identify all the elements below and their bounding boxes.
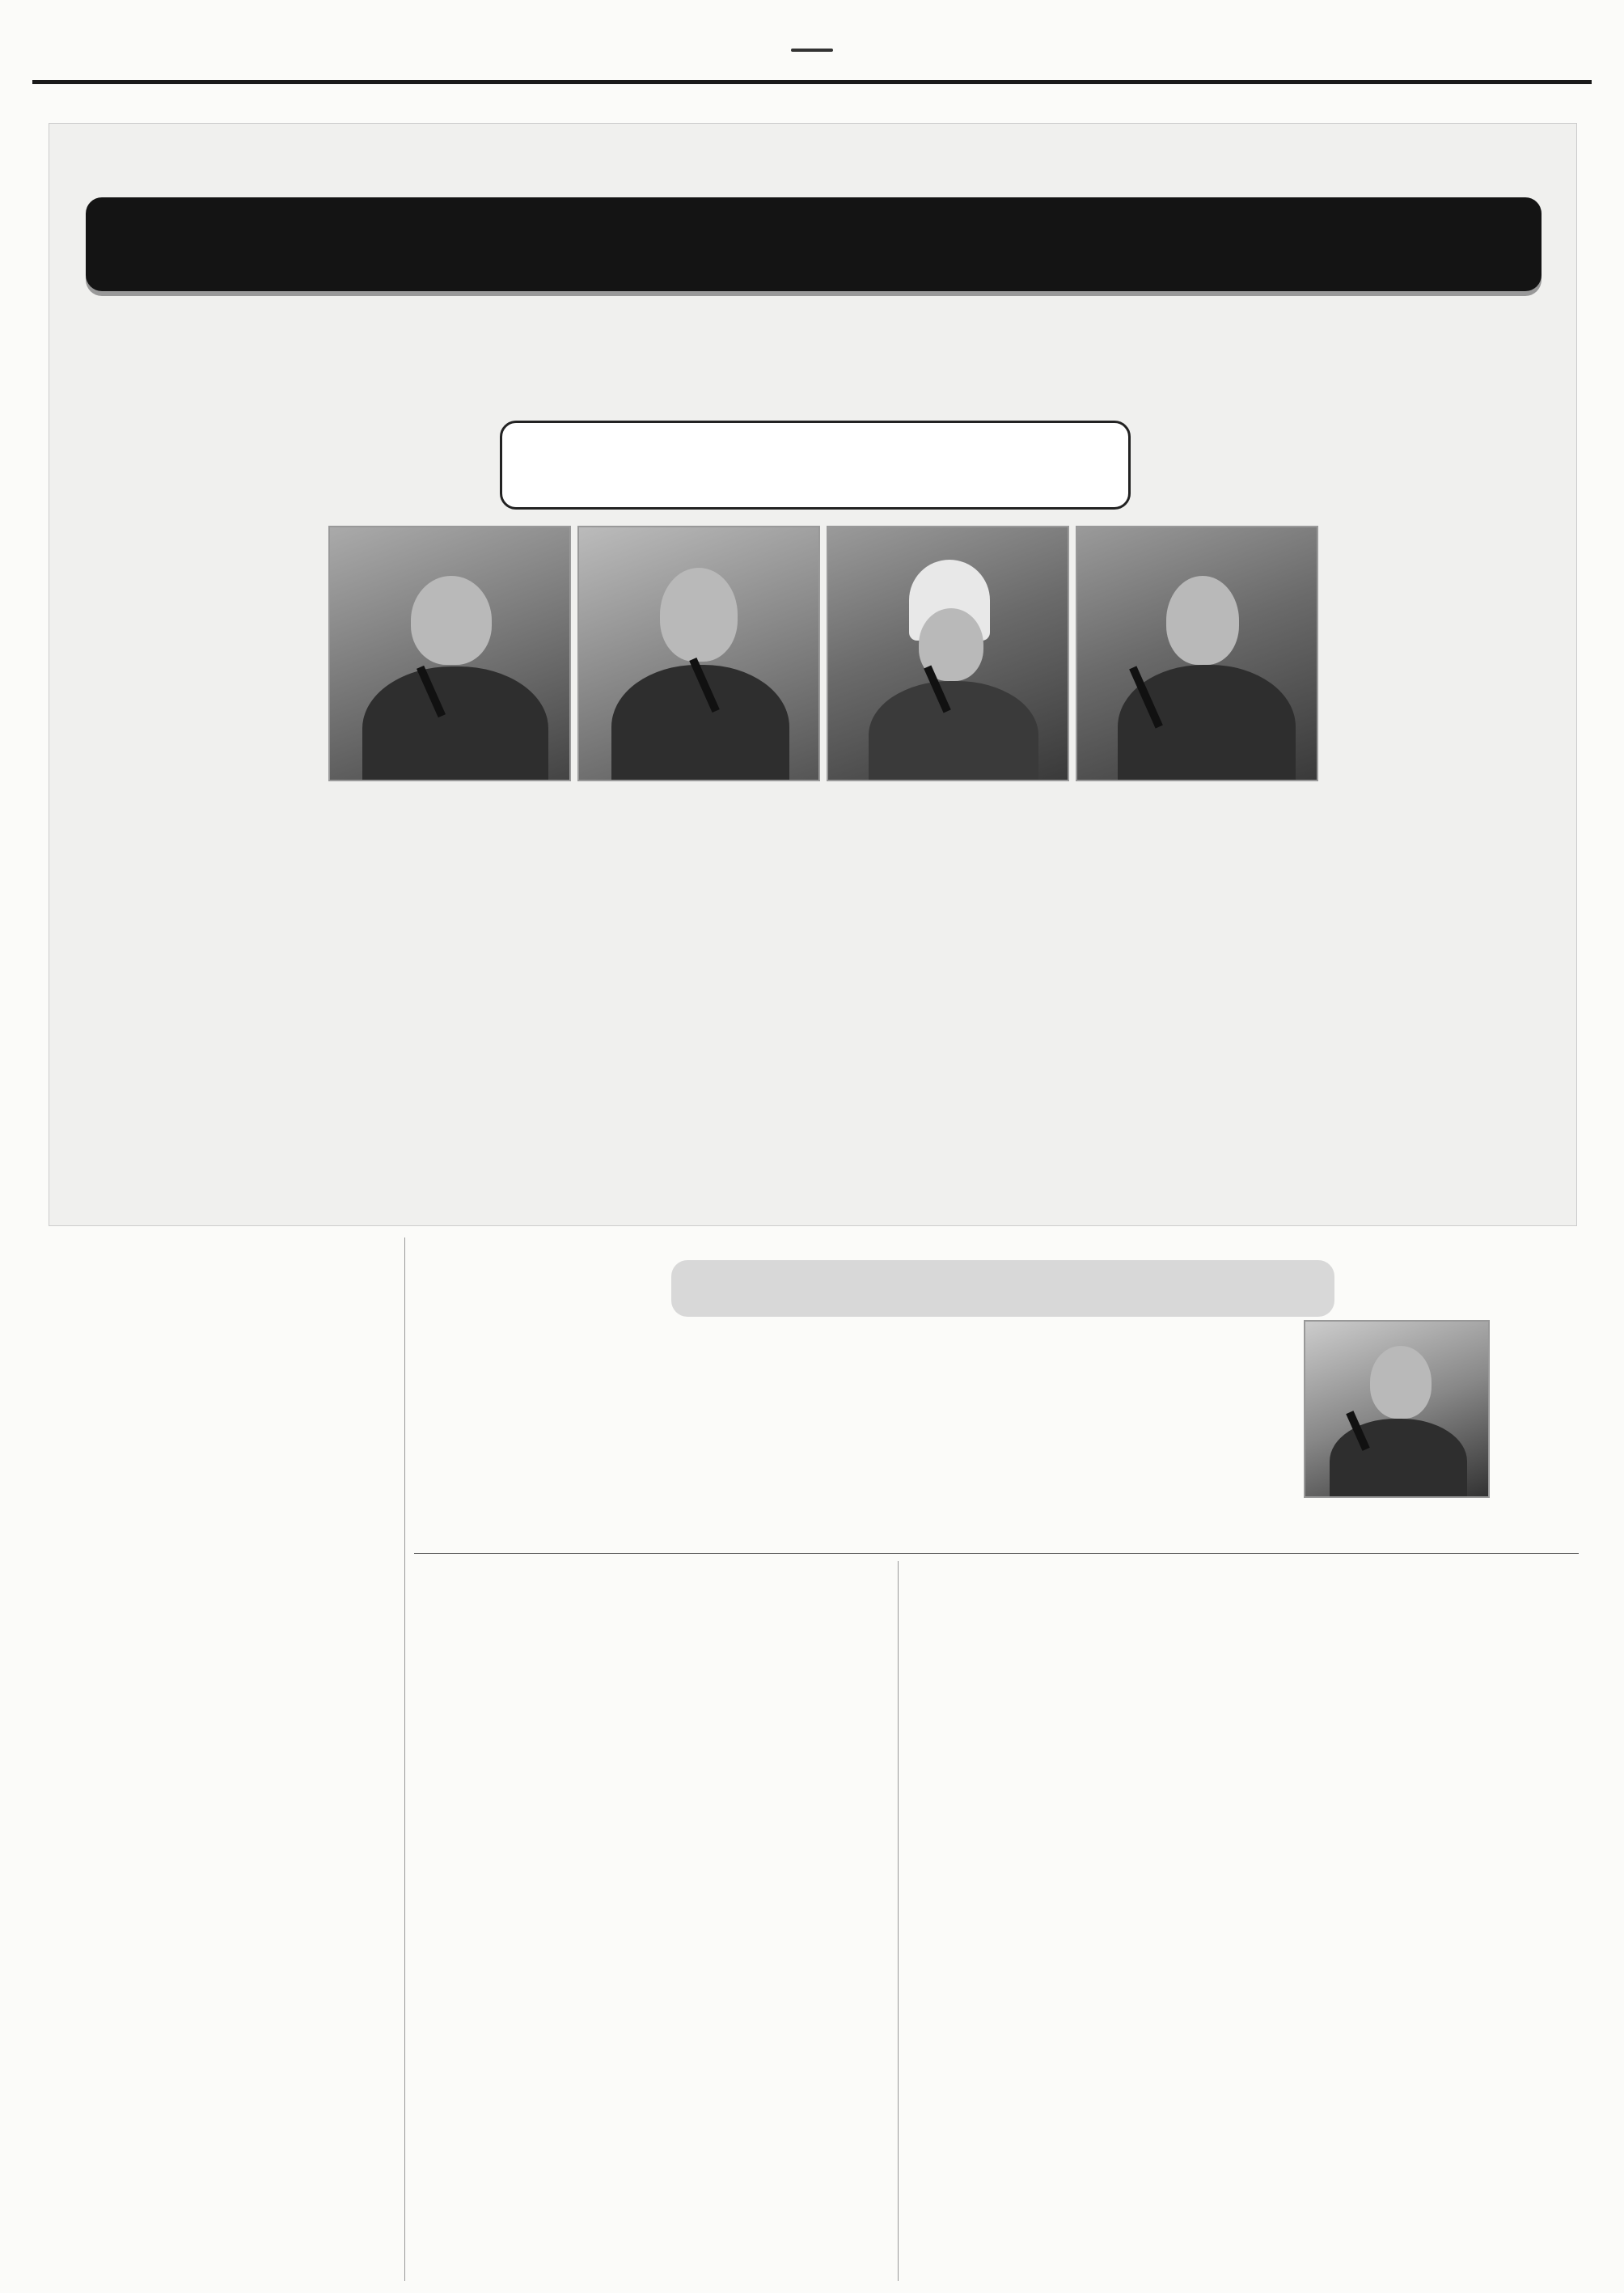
story2-photo: [1304, 1320, 1490, 1498]
pill-box: [500, 421, 1131, 510]
lead-col-5: [332, 794, 569, 1212]
lead-col-3: [830, 794, 1068, 1212]
story2-bottom-rule: [414, 1553, 1579, 1554]
photo-mayor: [1076, 526, 1318, 781]
story2-caption: [1291, 1504, 1571, 1550]
lower-divider: [898, 1561, 899, 2281]
masthead: [32, 37, 1592, 84]
photo-council-deputy: [328, 526, 571, 781]
sidebar-divider: [404, 1237, 405, 2281]
lead-col-6: [61, 518, 319, 1212]
story2-col-a: [1014, 1326, 1279, 1550]
story2-col-c: [419, 1326, 731, 1550]
section-label: [791, 49, 833, 52]
story2-headline: [671, 1260, 1334, 1317]
lead-col-4: [581, 794, 818, 1212]
sidebar-body: [53, 1302, 393, 1739]
sidebar-body-2: [53, 1797, 393, 2282]
lead-headline-banner: [86, 197, 1542, 291]
story2-col-b: [742, 1326, 1003, 1550]
lead-col-1: [1326, 516, 1563, 1212]
photo-cleric: [827, 526, 1069, 781]
photo-governor: [577, 526, 820, 781]
lead-col-2: [1079, 794, 1317, 1212]
